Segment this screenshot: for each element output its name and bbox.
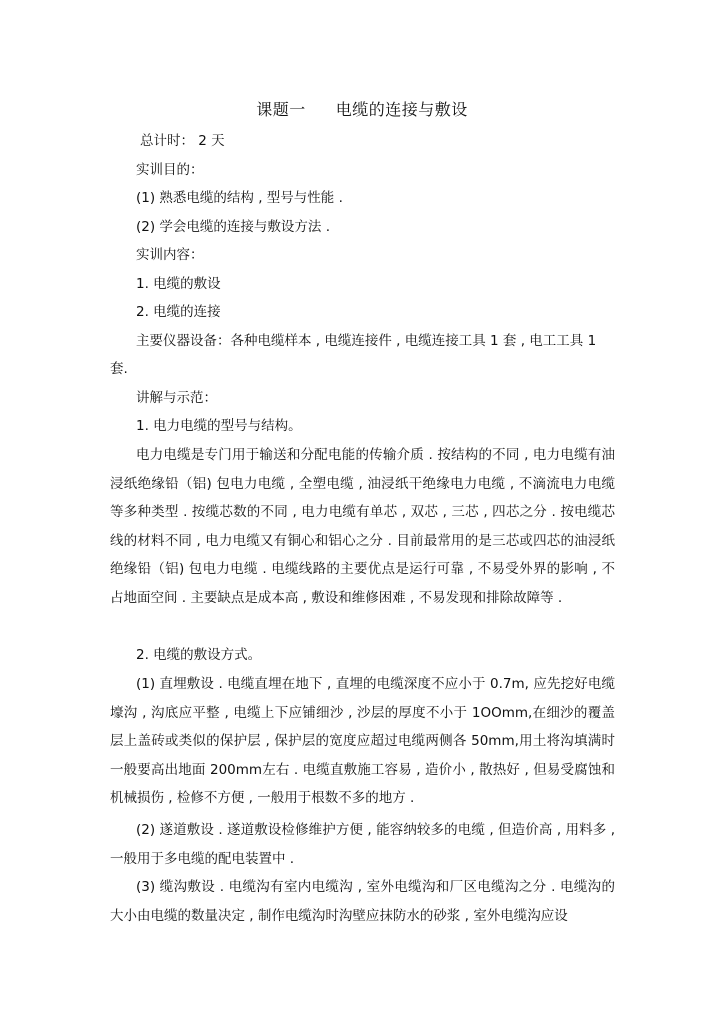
section-1-heading: 1. 电力电缆的型号与结构。 [136,418,302,434]
section-2-paragraph-1: (1) 直埋敷设 . 电缆直埋在地下 , 直埋的电缆深度不应小于 0.7m, 应先挖好电缆壕沟 , 沟底应平整 , 电缆上下应铺细沙 , 沙层的厚度不小于 1OOmm,在细沙的覆盖层上盖砖或类似的保护层 , 保护层的宽度应超过电缆两侧各 50mm,用土将沟填满时一般要高出地面 200mm左右 . 电缆直敷施工容易 , 造价小 , 散热好 , 但易受腐蚀和机械损伤 , 检修不方便 , 一般用于根数不多的地方 . [110,676,615,806]
section-2-paragraph-3: (3) 缆沟敷设 . 电缆沟有室内电缆沟 , 室外电缆沟和厂区电缆沟之分 . 电缆沟的大小由电缆的数量决定 , 制作电缆沟时沟壁应抹防水的砂浆 , 室外电缆沟应设 [110,879,615,924]
content-heading: 实训内容： [136,247,204,263]
equipment-line-1: 主要仪器设备：各种电缆样本 , 电缆连接件 , 电缆连接工具 1 套 , 电工工具 1 [136,333,597,349]
objective-item-2: (2) 学会电缆的连接与敷设方法 . [136,219,330,235]
section-1-paragraph: 电力电缆是专门用于输送和分配电能的传输介质 . 按结构的不同 , 电力电缆有油浸纸绝缘铅（铝) 包电力电缆 , 全塑电缆 , 油浸纸干绝缘电力电缆 , 不滴流电力电缆等多种类型 . 按缆芯数的不同 , 电力电缆有单芯 , 双芯 , 三芯 , 四芯之分 . 按电缆芯线的材料不同 , 电力电缆又有铜心和铝心之分 . 目前最常用的是三芯或四芯的油浸纸绝缘铅（铝) 包电力电缆 . 电缆线路的主要优点是运行可靠 , 不易受外界的影响 , 不占地面空间 . 主要缺点是成本高 , 敷设和维修困难 , 不易发现和排除故障等 . [110,447,615,606]
section-2-paragraph-2: (2) 遂道敷设 . 遂道敷设检修维护方便 , 能容纳较多的电缆 , 但造价高 , 用料多 , 一般用于多电缆的配电装置中 . [110,822,615,867]
section-2-heading: 2. 电缆的敷设方式。 [136,647,262,663]
title-part-1: 课题一 [256,100,306,119]
content-item-1: 1. 电缆的敷设 [136,276,221,292]
total-time: 总计时： 2 天 [140,133,225,149]
objective-item-1: (1) 熟悉电缆的结构 , 型号与性能 . [136,190,343,206]
page-title [0,97,724,120]
title-part-2: 电缆的连接与敷设 [335,100,468,119]
objective-heading: 实训目的： [136,162,204,178]
content-item-2: 2. 电缆的连接 [136,304,221,320]
equipment-line-2: 套. [110,361,128,377]
lecture-heading: 讲解与示范： [136,390,217,406]
